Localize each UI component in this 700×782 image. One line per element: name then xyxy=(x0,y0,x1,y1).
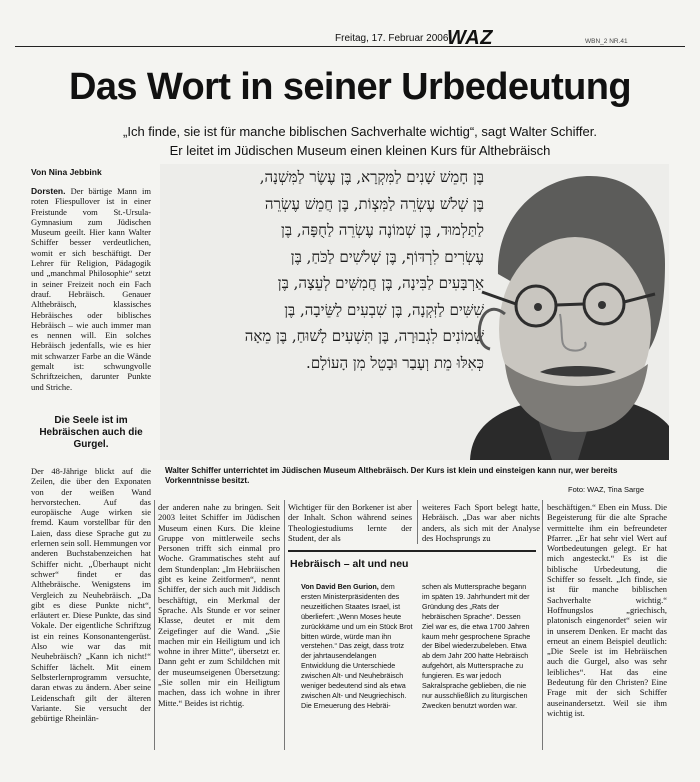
hebrew-line: שִׁשִּׁים לַזִּקְנָה, בֶּן שִׁבְעִים לַשֵּׂיבָה, בֶּן xyxy=(284,300,484,319)
column-divider xyxy=(417,500,418,544)
author-byline: Von Nina Jebbink xyxy=(31,167,102,177)
hebrew-line: בֶּן שְׁלֹשׁ עֶשְׂרֵה לַמִּצְוֹת, בֶּן חֲמֵשׁ עֶשְׂרֵה xyxy=(264,194,484,213)
hebrew-line: לַתַּלְמוּד, בֶּן שְׁמוֹנֶה עֶשְׂרֵה לַחֻפָּה, בֶּן xyxy=(281,221,484,239)
info-box-column-1 xyxy=(301,582,414,711)
article-column-2: der anderen nahe zu bringen. Seit 2003 leitet Schiffer im Jüdischen Museum einen Kurs. Die kleine Gruppe von mittlerweile sechs Personen trifft sich einmal pro Woche. Grammatisches steht auf dem Stundenplan: „Im Hebräischen gibt es keine Zeitformen“, nennt Schiffer, der sich auch mit Jiddisch beschäftigt, ein Merkmal der Sprache. Als Stunde er vor seiner Klasse, deutet er mit dem Zeigefinger auf die Wand. „Sie machen mir ein Heiligtum und ich wohne in ihrer Mitte“, übersetzt er. Dann geht er zum Schildchen mit der museumseigenen Übersetzung: „Sie sollen mir ein Heiligtum machen, dass ich wohne in ihrer Mitte.“ Beides ist richtig. xyxy=(158,502,280,708)
article-column-1: Der 48-Jährige blickt auf die Zeilen, die über den Exponaten von der weißen Wand hervorstechen. Auf das europäische Auge wirken sie fremd. Kaum vorstellbar für den Laien, dass diese Sprache gut zu erlernen sein soll. Hemmungen vor anderen Buchstabenzeichen hat Schiffer nicht. „Überhaupt nicht schwer“ findet er das Althebräische. Wenigstens im Vergleich zu Neuhebräisch. „Da gibt es diese Punkte nicht“, erläutert er. Diese Punkte, das sind Vokale. Der eigentliche Schriftzug ist ein reines Konsonantengerüst. Also wie war das mit Neuhebräisch? „Kann ich nicht!“ Schiffer lächelt. Mit einem Selbsterlernprogramm versuchte, daran etwas zu ändern. Aber seine Leidenschaft gilt der älteren Variante. Sie versucht der gebürtige Rheinlän- xyxy=(31,466,151,724)
hebrew-line: אַרְבָּעִים לַבִּינָה, בֶּן חֲמִשִּׁים לְעֵצָה, בֶּן xyxy=(277,274,484,292)
intro-text: Der bärtige Mann im roten Fliespullover ist in einer Freistunde vom St.-Ursula-Gymnasium zum Jüdischen Museum geeilt. Hier kann Walter Schiffer besser verdeutlichen, womit er sich beschäftigt. Der Lehrer für Religion, Pädagogik und „manchmal Philosophie“ setzt in seiner Freizeit noch ein Fach drauf. Hebräisch. Genauer Althebräisch, klassisches Hebräisches oder biblisches Hebräisch – wie auch immer man es nennen will. Ein solches Hebräisch jedenfalls, wie es hier mit schwarzer Farbe an die Wände gemalt ist: schwungvolle Schriftzeichen, darunter Punkte und Striche. xyxy=(31,186,151,392)
photo-caption: Walter Schiffer unterrichtet im Jüdischen Museum Althebräisch. Der Kurs ist klein und einsteigen kann nur, wer bereits Vorkenntnisse besitzt. xyxy=(165,466,618,485)
page-code: WBN_2 NR.41 xyxy=(585,38,628,45)
article-column-4: weiteres Fach Sport belegt hatte, Hebräisch. „Das war aber nichts anders, als sich mit der Analyse des Hochsprungs zu xyxy=(422,502,540,543)
article-column-3: Wichtiger für den Borkener ist aber der Inhalt. Schon während seines Theologiestudiums lernte der Student, der als xyxy=(288,502,412,543)
hebrew-line: כְּאִלּוּ מֵת וְעָבַר וּבָטֵל מִן הָעוֹלָם. xyxy=(306,353,484,372)
subheadline-line-2: Er leitet im Jüdischen Museum einen kleinen Kurs für Althebräisch xyxy=(169,143,551,158)
newspaper-logo: WAZ xyxy=(447,27,493,49)
photo-credit: Foto: WAZ, Tina Sarge xyxy=(568,485,644,494)
issue-date: Freitag, 17. Februar 2006 xyxy=(335,33,449,44)
column-divider xyxy=(284,500,285,750)
info-box-title: Hebräisch – alt und neu xyxy=(290,558,409,570)
intro-paragraph xyxy=(31,186,151,392)
headline: Das Wort in seiner Urbedeutung xyxy=(69,66,631,108)
info-box-text-1: dem ersten Ministerpräsidenten des neuzeitlichen Staates Israel, ist überliefert: „Wenn Moses heute zurückkäme und um ein Stück Brot bitten würde, würde man ihn verstehen.“ Das zeigt, dass trotz der jahrtausendelangen Entwicklung die Unterschiede zwischen Alt- und Neuhebräisch weniger bedeutend sind als etwa zwischen Alt- und Neugriechisch. Die Erneuerung des Hebräi- xyxy=(301,582,413,710)
column-subhead: Die Seele ist im Hebräischen auch die Gurgel. xyxy=(39,415,143,450)
hebrew-line: שְׁמוֹנִים לִגְבוּרָה, בֶּן תִּשְׁעִים לָשׁוּחַ, בֶּן מֵאָה xyxy=(244,327,484,345)
info-box-author: Von David Ben Gurion, xyxy=(301,582,379,591)
subheadline-line-1: „Ich finde, sie ist für manche biblischen Sachverhalte wichtig“, sagt Walter Schiffer. xyxy=(123,124,597,139)
column-divider xyxy=(542,500,543,750)
subheadline xyxy=(60,122,660,160)
info-box-column-2: schen als Muttersprache begann im späten 19. Jahrhundert mit der Gründung des „Rats der hebräischen Sprache“. Dessen Ziel war es, die etwa 1700 Jahren kaum mehr gesprochene Sprache der Bibel wiederzubeleben. Etwa ab dem Jahr 200 hatte Hebräisch aufgehört, als Muttersprache zu fungieren. Es war jedoch Sakralsprache geblieben, die nie nur ausschließlich zu liturgischen Zwecken benutzt worden war. xyxy=(422,582,531,710)
hebrew-line: בֶּן חָמֵשׁ שָׁנִים לַמִּקְרָא, בֶּן עֶשֶׂר לַמִּשְׁנָה, xyxy=(259,168,484,186)
column-divider xyxy=(154,500,155,750)
article-photo xyxy=(160,164,669,460)
dateline: Dorsten. xyxy=(31,186,66,196)
article-column-5: beschäftigen.“ Eben ein Muss. Die Begeisterung für die alte Sprache vermittelte ihm ein befreundeter Pfarrer. „Er hat sehr viel Wert auf Wortbedeutungen gelegt. Er hat mich angesteckt.“ Es ist die biblische Urbedeutung, die Schiffer so fesselt. „Ich finde, sie ist für manche biblischen Sachverhalte wichtig.“ Hoffnungslos „griechisch, platonisch eingenordet“ seien wir in unserem Denken. Er macht das erneut an einem Beispiel deutlich: „Die Seele ist im Hebräischen auch die Gurgel, also was sehr leibliches“. Hat das eine Bedeutung für den Christen? Eine Frage mit der sich Schiffer auseinandersetzt. Weil sie ihm wichtig ist. xyxy=(547,502,667,718)
portrait-illustration xyxy=(160,164,669,460)
header-rule xyxy=(15,46,685,47)
hebrew-line: עֶשְׂרִים לִרְדּוֹף, בֶּן שְׁלֹשִׁים לַכֹּחַ, בֶּן xyxy=(290,247,484,266)
